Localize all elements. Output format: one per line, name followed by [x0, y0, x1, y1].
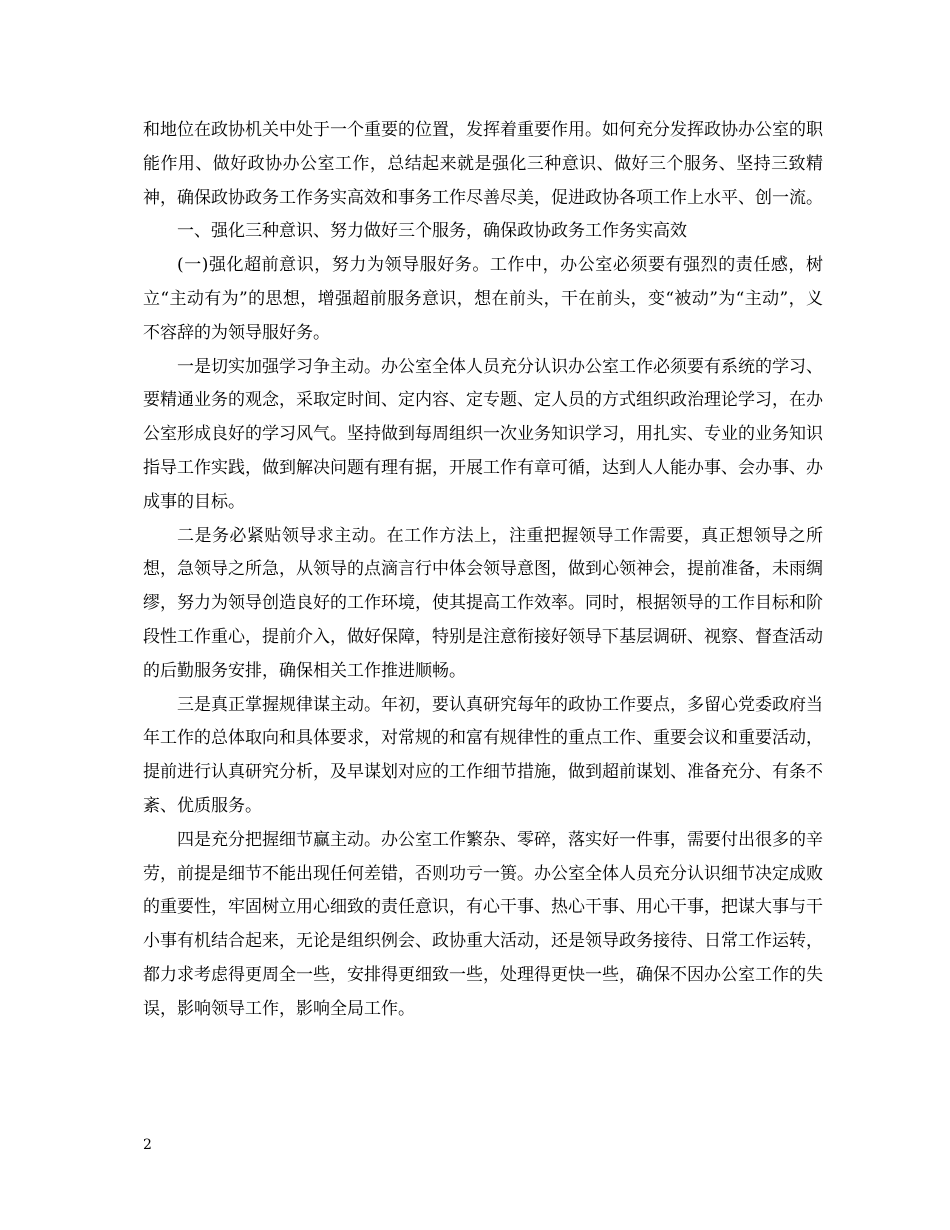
paragraph-point-3: 三是真正掌握规律谋主动。年初，要认真研究每年的政协工作要点，多留心党委政府当年工作的总体取向和具体要求，对常规的和富有规律性的重点工作、重要会议和重要活动，提前进行认真研究分析，及早谋划对应的工作细节措施，做到超前谋划、准备充分、有条不紊、优质服务。 — [143, 694, 823, 816]
paragraph-point-4: 四是充分把握细节赢主动。办公室工作繁杂、零碎，落实好一件事，需要付出很多的辛劳，前提是细节不能出现任何差错，否则功亏一篑。办公室全体人员充分认识细节决定成败的重要性，牢固树立用心细致的责任意识，有心干事、热心干事、用心干事，把谋大事与干小事有机结合起来，无论是组织例会、政协重大活动，还是领导政务接待、日常工作运转，都力求考虑得更周全一些，安排得更细致一些，处理得更快一些，确保不因办公室工作的失误，影响领导工作，影响全局工作。 — [143, 829, 823, 1019]
paragraph-intro: 和地位在政协机关中处于一个重要的位置，发挥着重要作用。如何充分发挥政协办公室的职能作用、做好政协办公室工作，总结起来就是强化三种意识、做好三个服务、坚持三致精神，确保政协政务工作务实高效和事务工作尽善尽美，促进政协各项工作上水平、创一流。 — [143, 120, 823, 208]
paragraph-point-2: 二是务必紧贴领导求主动。在工作方法上，注重把握领导工作需要，真正想领导之所想，急领导之所急，从领导的点滴言行中体会领导意图，做到心领神会，提前准备，未雨绸缪，努力为领导创造良好的工作环境，使其提高工作效率。同时，根据领导的工作目标和阶段性工作重心，提前介入，做好保障，特别是注意衔接好领导下基层调研、视察、督查活动的后勤服务安排，确保相关工作推进顺畅。 — [143, 525, 823, 681]
section-heading: 一、强化三种意识、努力做好三个服务，确保政协政务工作务实高效 — [177, 221, 687, 242]
document-body — [143, 114, 823, 1027]
paragraph-point-1: 一是切实加强学习争主动。办公室全体人员充分认识办公室工作必须要有系统的学习、要精通业务的观念，采取定时间、定内容、定专题、定人员的方式组织政治理论学习，在办公室形成良好的学习风气。坚持做到每周组织一次业务知识学习，用扎实、专业的业务知识指导工作实践，做到解决问题有理有据，开展工作有章可循，达到人人能办事、会办事、办成事的目标。 — [143, 356, 823, 512]
page-number: 2 — [143, 1137, 152, 1153]
paragraph-subsection-1: (一)强化超前意识，努力为领导服好务。工作中，办公室必须要有强烈的责任感，树立“主动有为”的思想，增强超前服务意识，想在前头，干在前头，变“被动”为“主动”，义不容辞的为领导服好务。 — [143, 255, 823, 343]
